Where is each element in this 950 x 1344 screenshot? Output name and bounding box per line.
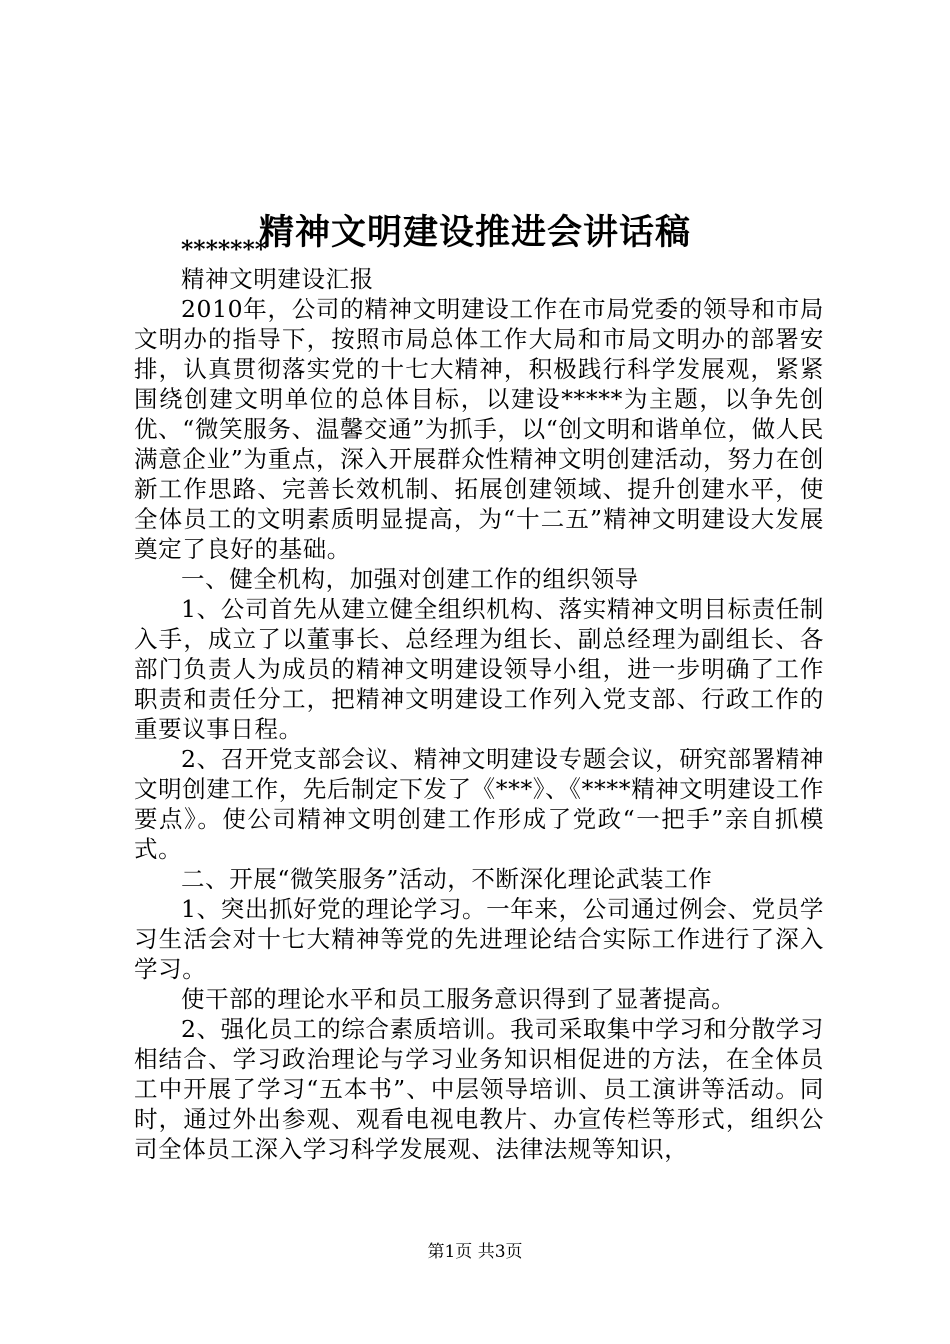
section-heading-2: 二、开展“微笑服务”活动，不断深化理论武装工作 <box>181 865 713 893</box>
document-body <box>134 234 824 1164</box>
subtitle-paragraph: 精神文明建设汇报 <box>181 265 374 293</box>
intro-paragraph: 2010年，公司的精神文明建设工作在市局党委的领导和市局文明办的指导下，按照市局总体工作大局和市局文明办的部署安排，认真贯彻落实党的十七大精神，积极践行科学发展观，紧紧围绕创建文明单位的总体目标，以建设*****为主题，以争先创优、“微笑服务、温馨交通”为抓手，以“创文明和谐单位，做人民满意企业”为重点，深入开展群众性精神文明创建活动，努力在创新工作思路、完善长效机制、拓展创建领域、提升创建水平，使全体员工的文明素质明显提高，为“十二五”精神文明建设大发展奠定了良好的基础。 <box>134 295 824 563</box>
body-paragraph: 使干部的理论水平和员工服务意识得到了显著提高。 <box>181 985 736 1013</box>
page-number-footer: 第1页 共3页 <box>427 1242 523 1262</box>
body-paragraph: 2、召开党支部会议、精神文明建设专题会议，研究部署精神文明创建工作，先后制定下发了《***》、《****精神文明建设工作要点》。使公司精神文明创建工作形成了党政“一把手”亲自抓模式。 <box>134 745 824 863</box>
body-paragraph: 2、强化员工的综合素质培训。我司采取集中学习和分散学习相结合、学习政治理论与学习业务知识相促进的方法，在全体员工中开展了学习“五本书”、中层领导培训、员工演讲等活动。同时，通过外出参观、观看电视电教片、办宣传栏等形式，组织公司全体员工深入学习科学发展观、法律法规等知识， <box>134 1015 824 1163</box>
body-paragraph: 1、公司首先从建立健全组织机构、落实精神文明目标责任制入手，成立了以董事长、总经理为组长、副总经理为副组长、各部门负责人为成员的精神文明建设领导小组，进一步明确了工作职责和责任分工，把精神文明建设工作列入党支部、行政工作的重要议事日程。 <box>134 595 824 743</box>
section-heading-1: 一、健全机构，加强对创建工作的组织领导 <box>181 565 639 593</box>
body-paragraph: 1、突出抓好党的理论学习。一年来，公司通过例会、党员学习生活会对十七大精神等党的先进理论结合实际工作进行了深入学习。 <box>134 895 824 983</box>
document-title: 精神文明建设推进会讲话稿 <box>258 212 691 254</box>
author-placeholder: ******* <box>181 235 268 263</box>
